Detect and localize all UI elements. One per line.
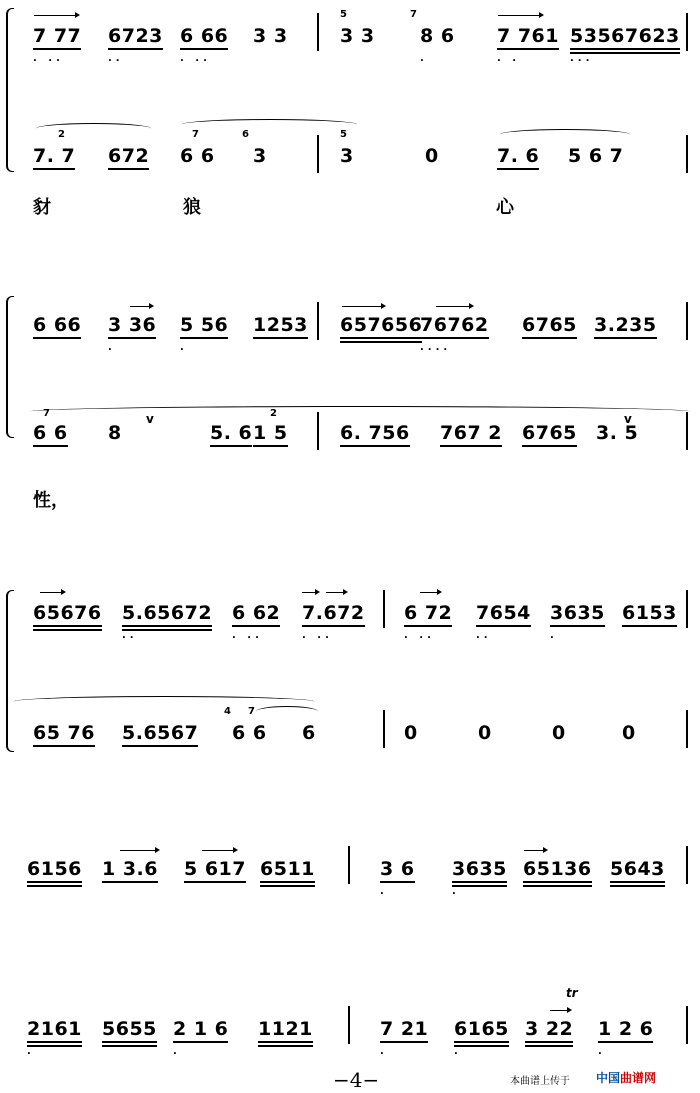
staff-row-lower bbox=[0, 722, 700, 782]
note-group: 1 5 bbox=[253, 422, 288, 444]
note-group: 7. 6 bbox=[497, 145, 539, 167]
note-group: 7. 7 bbox=[33, 145, 75, 167]
grace-note: 2 bbox=[270, 408, 277, 419]
lyric: 性， bbox=[33, 490, 69, 511]
note-group: 7654 .. bbox=[476, 602, 531, 641]
note-group: 6765 bbox=[522, 314, 577, 336]
note-group: 672 bbox=[108, 145, 149, 167]
barline bbox=[686, 302, 688, 340]
staff-row-lower bbox=[0, 145, 700, 205]
arrow-mark bbox=[202, 850, 236, 851]
barline bbox=[317, 135, 319, 173]
grace-note: 6 bbox=[242, 129, 249, 140]
barline bbox=[317, 13, 319, 51]
barline bbox=[686, 135, 688, 173]
note-group: 3635 . bbox=[452, 858, 507, 897]
arrow-mark bbox=[326, 592, 346, 593]
staff-row-lower bbox=[0, 422, 700, 482]
arrow-mark bbox=[120, 850, 158, 851]
logo-main: 中国 bbox=[596, 1071, 621, 1085]
note-group: 3. 5 bbox=[596, 422, 639, 444]
arrow-mark bbox=[34, 15, 78, 16]
note-group: 2161 . bbox=[27, 1018, 82, 1057]
grace-note: 7 bbox=[43, 408, 50, 419]
note-group: 8 6 . bbox=[420, 25, 455, 64]
slur bbox=[500, 129, 630, 140]
note-group: 1253 bbox=[253, 314, 308, 336]
note-group: 0 bbox=[552, 722, 566, 744]
page-number: −4− bbox=[333, 1068, 380, 1092]
note-group: 6 6 bbox=[232, 722, 267, 744]
barline bbox=[686, 846, 688, 884]
staff-row-upper bbox=[0, 602, 700, 662]
barline bbox=[686, 590, 688, 628]
note-group: 1121 bbox=[258, 1018, 313, 1040]
grace-note: 7 bbox=[192, 129, 199, 140]
barline bbox=[348, 846, 350, 884]
note-group: 3 bbox=[253, 145, 267, 167]
note-group: 6 6 bbox=[180, 145, 215, 167]
lyric: 豺 bbox=[33, 197, 51, 218]
note-group: 6 6 bbox=[33, 422, 68, 444]
barline bbox=[317, 302, 319, 340]
note-group: 0 bbox=[478, 722, 492, 744]
grace-note: 5 bbox=[340, 9, 347, 20]
arrow-mark bbox=[550, 1010, 570, 1011]
note-group: 7 21 . bbox=[380, 1018, 429, 1057]
note-group: 6 bbox=[302, 722, 316, 744]
grace-note: 5 bbox=[340, 129, 347, 140]
note-group: 3 3 bbox=[340, 25, 375, 47]
note-group: 0 bbox=[425, 145, 439, 167]
note-group: 0 bbox=[404, 722, 418, 744]
barline bbox=[383, 590, 385, 628]
grace-note: 7 bbox=[248, 706, 255, 717]
grace-note: 7 bbox=[410, 9, 417, 20]
slur bbox=[182, 119, 357, 130]
note-group: 767 2 bbox=[440, 422, 502, 444]
staff-row-upper bbox=[0, 858, 700, 918]
logo-accent: 曲谱网 bbox=[620, 1071, 657, 1085]
slur bbox=[256, 706, 318, 717]
note-group: 6. 756 bbox=[340, 422, 410, 444]
note-group: 6153 bbox=[622, 602, 677, 624]
note-group: 3 3 bbox=[253, 25, 288, 47]
arrow-mark bbox=[40, 592, 64, 593]
breath-mark: v bbox=[624, 412, 632, 426]
barline bbox=[348, 1006, 350, 1044]
staff-row-upper bbox=[0, 314, 700, 374]
note-group: 5643 bbox=[610, 858, 665, 880]
barline bbox=[686, 1006, 688, 1044]
note-group: 5655 bbox=[102, 1018, 157, 1040]
note-group: 7.672 . .. bbox=[302, 602, 365, 641]
slur bbox=[30, 406, 690, 417]
note-group: 6 66 bbox=[33, 314, 81, 336]
note-group: 7 77 . .. bbox=[33, 25, 82, 64]
barline bbox=[686, 412, 688, 450]
trill-mark: tr bbox=[566, 986, 578, 1000]
lyric: 狼 bbox=[183, 197, 201, 218]
upload-credit: 本曲谱上传于 bbox=[510, 1076, 570, 1087]
barline bbox=[317, 412, 319, 450]
arrow-mark bbox=[302, 592, 318, 593]
slur bbox=[36, 123, 151, 134]
note-group: 3 bbox=[340, 145, 354, 167]
note-group: 3.235 bbox=[594, 314, 657, 336]
note-group: 6511 bbox=[260, 858, 315, 880]
note-group: 5 6 7 bbox=[568, 145, 624, 167]
note-group: 5 617 bbox=[184, 858, 246, 880]
note-group: 6 62 . .. bbox=[232, 602, 281, 641]
barline bbox=[383, 710, 385, 748]
note-group: 3 6 . bbox=[380, 858, 415, 897]
note-group: 7 761 . . bbox=[497, 25, 559, 64]
grace-note: 2 bbox=[58, 129, 65, 140]
note-group: 53567623 ... bbox=[570, 25, 680, 64]
barline bbox=[686, 13, 688, 51]
note-group: 6165 . bbox=[454, 1018, 509, 1057]
note-group: 3 36 . bbox=[108, 314, 157, 353]
arrow-mark bbox=[342, 306, 384, 307]
note-group: 76762 .... bbox=[420, 314, 489, 353]
lyric: 心 bbox=[496, 197, 514, 218]
arrow-mark bbox=[524, 850, 546, 851]
note-group: 5. 6 bbox=[210, 422, 252, 444]
note-group: 6723 .. bbox=[108, 25, 163, 64]
note-group: 1 2 6 . bbox=[598, 1018, 654, 1057]
note-group: 3635 . bbox=[550, 602, 605, 641]
note-group: 6 72 . .. bbox=[404, 602, 453, 641]
note-group: 65 76 bbox=[33, 722, 95, 744]
note-group: 6 66 . .. bbox=[180, 25, 229, 64]
note-group: 6156 bbox=[27, 858, 82, 880]
staff-row-upper bbox=[0, 25, 700, 85]
note-group: 65136 bbox=[523, 858, 592, 880]
grace-note: 4 bbox=[224, 706, 231, 717]
note-group: 6765 bbox=[522, 422, 577, 444]
arrow-mark bbox=[130, 306, 152, 307]
note-group: 657656 bbox=[340, 314, 422, 336]
note-group: 8 bbox=[108, 422, 122, 444]
note-group: 5 56 . bbox=[180, 314, 229, 353]
breath-mark: v bbox=[146, 412, 154, 426]
note-group: 1 3.6 bbox=[102, 858, 158, 880]
arrow-mark bbox=[436, 306, 472, 307]
note-group: 2 1 6 . bbox=[173, 1018, 229, 1057]
site-logo[interactable] bbox=[596, 1069, 656, 1086]
barline bbox=[686, 710, 688, 748]
slur bbox=[14, 696, 314, 707]
note-group: 3 22 bbox=[525, 1018, 573, 1040]
arrow-mark bbox=[498, 15, 542, 16]
note-group: 5.65672 .. bbox=[122, 602, 213, 641]
note-group: 5.6567 bbox=[122, 722, 198, 744]
note-group: 0 bbox=[622, 722, 636, 744]
arrow-mark bbox=[420, 592, 440, 593]
note-group: 65676 bbox=[33, 602, 102, 624]
